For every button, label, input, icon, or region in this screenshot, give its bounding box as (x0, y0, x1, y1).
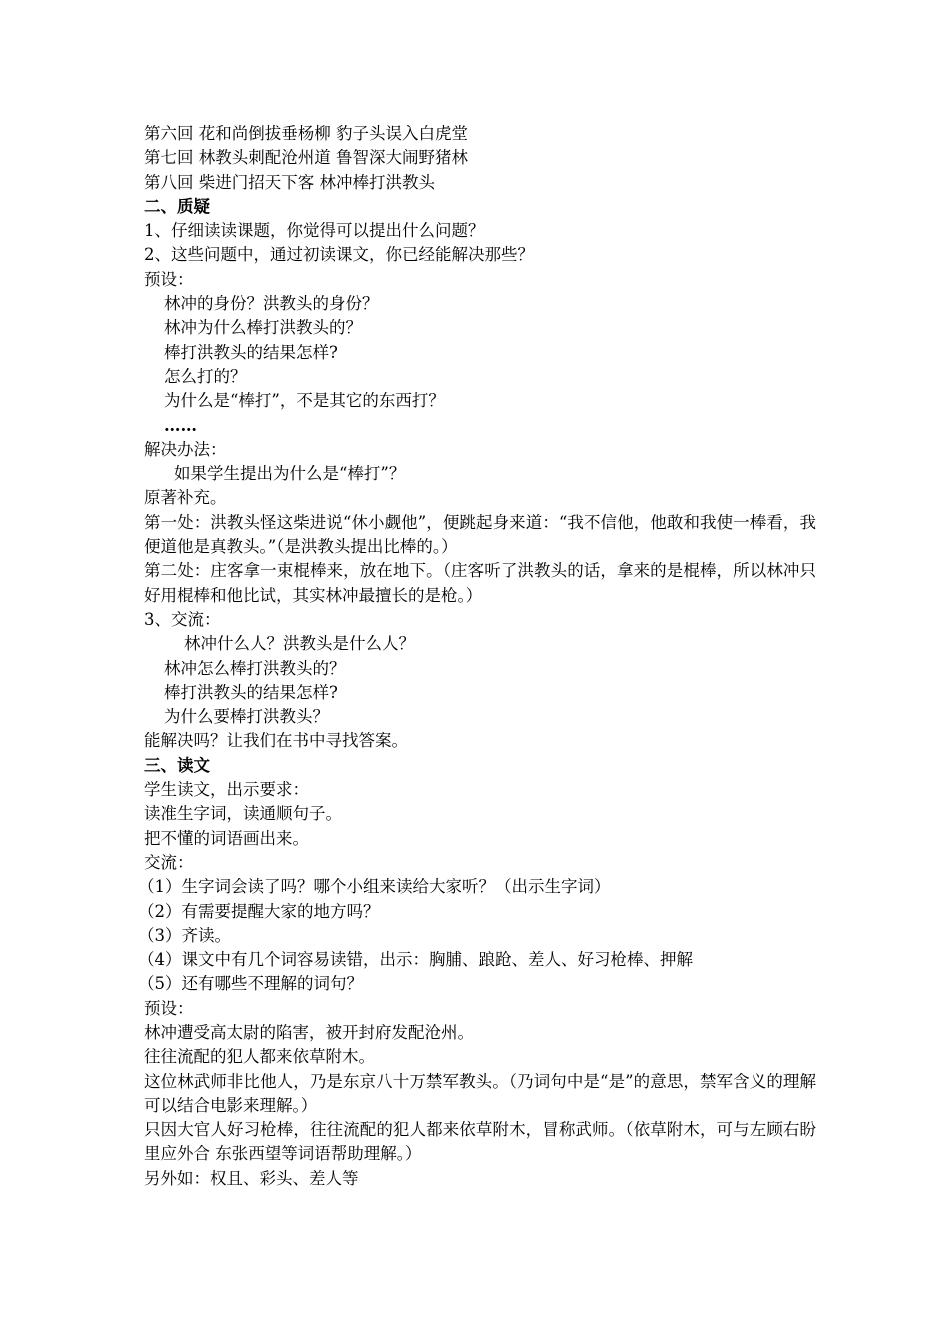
reading-line: 学生读文，出示要求： (144, 780, 309, 800)
solution-question: 如果学生提出为什么是“棒打”？ (174, 464, 406, 484)
solution-label: 解决办法： (144, 439, 227, 459)
preset-line: 往往流配的犯人都来依草附木。 (144, 1047, 375, 1067)
section-heading-questioning: 二、质疑 (144, 196, 210, 216)
preset-item: 林冲为什么棒打洪教头的？ (164, 318, 362, 338)
preset-label-reading: 预设： (144, 998, 194, 1018)
preset-item: 棒打洪教头的结果怎样? (164, 342, 338, 362)
preset-item: 林冲的身份？洪教头的身份？ (164, 294, 379, 314)
preset-label: 预设： (144, 269, 194, 289)
numbered-item: （1）生字词会读了吗？哪个小组来读给大家听？（出示生字词） (138, 877, 611, 897)
reading-line: 把不懂的词语画出来。 (144, 828, 309, 848)
exchange-item: 林冲怎么棒打洪教头的？ (164, 658, 346, 678)
reading-line: 交流： (144, 852, 194, 872)
section-closing: 能解决吗？让我们在书中寻找答案。 (144, 731, 408, 751)
exchange-item: 为什么要棒打洪教头？ (164, 707, 329, 727)
reading-line: 读准生字词，读通顺句子。 (144, 804, 342, 824)
preset-line: 林冲遭受高太尉的陷害，被开封府发配沧州。 (144, 1022, 474, 1042)
question-2: 2、这些问题中，通过初读课文，你已经能解决那些？ (144, 245, 534, 265)
question-3: 3、交流： (144, 609, 221, 629)
section-heading-reading: 三、读文 (144, 755, 210, 775)
other-words-line: 另外如：权且、彩头、差人等 (144, 1168, 359, 1188)
question-1: 1、仔细读读课题，你觉得可以提出什么问题？ (144, 221, 485, 241)
preset-ellipsis: …… (164, 415, 197, 435)
numbered-item: （5）还有哪些不理解的词句？ (138, 974, 363, 994)
exchange-item: 林冲什么人？洪教头是什么人？ (184, 634, 415, 654)
original-text-place-1: 第一处：洪教头怪这柴进说“休小觑他”，便跳起身来道：“我不信他，他敢和我使一棒看，我便道他是真教头。”（是洪教头提出比棒的。） (144, 512, 816, 557)
explanation-paragraph-2: 只因大官人好习枪棒，往往流配的犯人都来依草附木，冒称武师。（依草附木，可与左顾右盼 里应外合 东张西望等词语帮助理解。） (144, 1120, 816, 1164)
explanation-paragraph-1: 这位林武师非比他人，乃是东京八十万禁军教头。（乃词句中是“是”的意思，禁军含义的理解可以结合电影来理解。） (144, 1071, 816, 1115)
chapter-title-8: 第八回 柴进门招天下客 林冲棒打洪教头 (144, 172, 435, 192)
chapter-title-6: 第六回 花和尚倒拔垂杨柳 豹子头误入白虎堂 (144, 124, 468, 143)
document-page (138, 122, 816, 1191)
numbered-item: （3）齐读。 (138, 925, 231, 945)
exchange-item: 棒打洪教头的结果怎样? (164, 682, 338, 702)
preset-item: 怎么打的？ (164, 366, 247, 386)
numbered-item: （2）有需要提醒大家的地方吗？ (138, 901, 380, 921)
original-text-place-2: 第二处：庄客拿一束棍棒来，放在地下。（庄客听了洪教头的话，拿来的是棍棒，所以林冲只好用棍棒和他比试，其实林冲最擅长的是枪。） (144, 561, 816, 605)
solution-answer: 原著补充。 (144, 488, 227, 508)
chapter-title-7: 第七回 林教头刺配沧州道 鲁智深大闹野猪林 (144, 148, 468, 168)
numbered-item: （4）课文中有几个词容易读错，出示：胸脯、踉跄、差人、好习枪棒、押解 (138, 950, 693, 970)
preset-item: 为什么是“棒打”，不是其它的东西打？ (164, 391, 445, 411)
